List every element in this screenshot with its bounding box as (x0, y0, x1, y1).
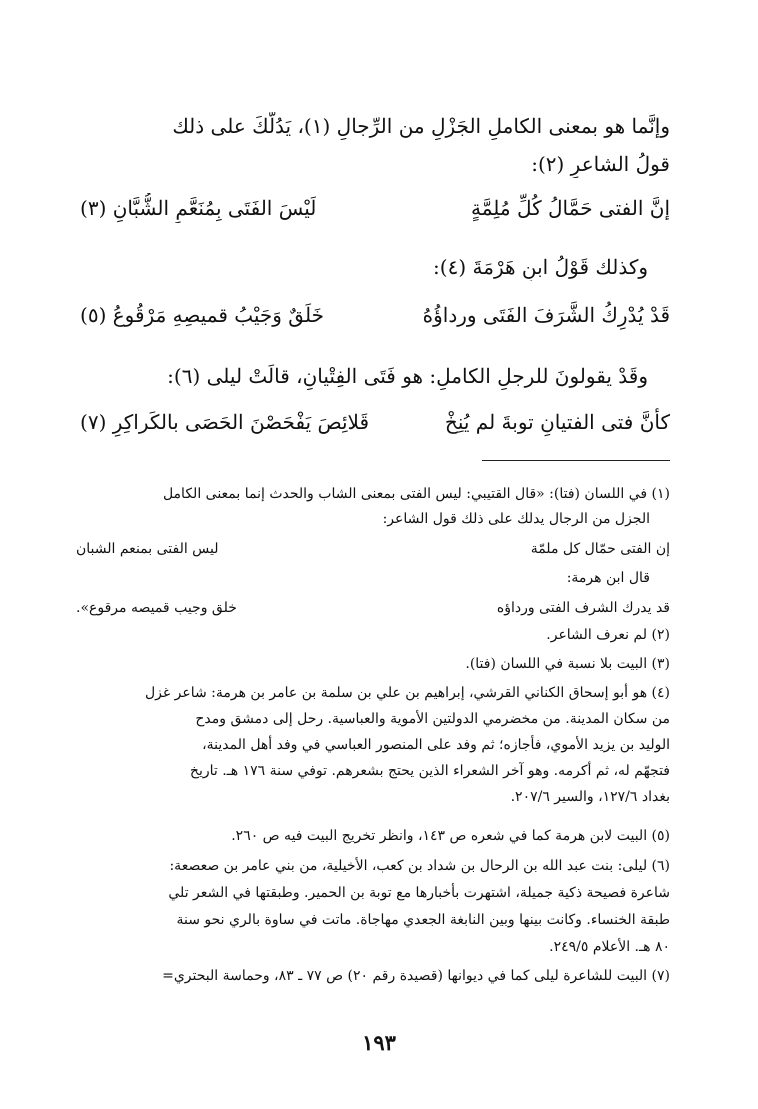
verse-2 (80, 300, 670, 330)
body-line-3: وكذلك قَوْلُ ابنِ هَرْمَةَ (٤): (433, 255, 648, 279)
footnote-1-verse-2-hemistich-1: قد يدرك الشرف الفتى ورداؤه (496, 600, 670, 616)
footnote-4-line-2: من سكان المدينة. من مخضرمي الدولتين الأموية والعباسية. رحل إلى دمشق ومدح (195, 711, 670, 727)
footnote-3: (٣) البيت بلا نسبة في اللسان (فتا). (465, 656, 670, 672)
footnote-1-verse-1 (76, 538, 670, 560)
footnote-6-line-4: ٨٠ هـ. الأعلام ٢٤٩/٥. (549, 939, 670, 955)
footnote-1-line-3: قال ابن هرمة: (566, 570, 650, 586)
footnote-separator (482, 460, 670, 461)
verse-1-hemistich-1: إنَّ الفتى حَمَّالُ كُلِّ مُلِمَّةٍ (471, 196, 670, 220)
footnote-6-line-1: (٦) ليلى: بنت عبد الله بن الرحال بن شداد بن كعب، الأخيلية، من بني عامر بن صعصعة: (169, 858, 670, 874)
body-line-4: وقَدْ يقولونَ للرجلِ الكاملِ: هو فَتَى الفِتْيانِ، قالَتْ ليلى (٦): (167, 364, 648, 388)
verse-3 (80, 407, 670, 437)
verse-1-hemistich-2: لَيْسَ الفَتَى بِمُنَعَّمِ الشُّبَّانِ (٣) (80, 196, 317, 220)
footnote-5: (٥) البيت لابن هرمة كما في شعره ص ١٤٣، وانظر تخريج البيت فيه ص ٢٦٠. (231, 828, 670, 844)
footnote-1-verse-2 (76, 597, 670, 619)
footnote-1-verse-1-hemistich-2: ليس الفتى بمنعم الشبان (76, 541, 219, 557)
footnote-1-line-2: الجزل من الرجال يدلك على ذلك قول الشاعر: (382, 511, 650, 527)
footnote-7: (٧) البيت للشاعرة ليلى كما في ديوانها (قصيدة رقم ٢٠) ص ٧٧ ـ ٨٣، وحماسة البحتري= (162, 968, 670, 984)
footnote-1-verse-1-hemistich-1: إن الفتى حمّال كل ملمّة (530, 541, 670, 557)
verse-3-hemistich-2: قَلائِصَ يَفْحَصْنَ الحَصَى بالكَراكِرِ (٧) (80, 410, 370, 434)
page-number: ١٩٣ (362, 1030, 396, 1055)
body-line-1: وإنَّما هو بمعنى الكاملِ الجَزْلِ من الرِّجالِ (١)، يَدُلُّكَ على ذلك (172, 114, 670, 138)
verse-2-hemistich-1: قَدْ يُدْرِكُ الشَّرَفَ الفَتَى ورداؤُهُ (422, 303, 670, 327)
footnote-4-line-4: فتجهّم له، ثم أكرمه. وهو آخر الشعراء الذين يحتج بشعرهم. توفي سنة ١٧٦ هـ. تاريخ (189, 763, 670, 779)
verse-3-hemistich-1: كأَنَّ فتى الفتيانِ توبةَ لم يُنِخْ (444, 410, 670, 434)
footnote-1-verse-2-hemistich-2: خلق وجيب قميصه مرقوع». (76, 600, 237, 616)
footnote-4-line-1: (٤) هو أبو إسحاق الكناني القرشي، إبراهيم بن علي بن سلمة بن عامر بن هرمة: شاعر غزل (144, 685, 670, 701)
body-line-2: قولُ الشاعرِ (٢): (531, 152, 670, 176)
verse-2-hemistich-2: خَلَقٌ وَجَيْبُ قميصِهِ مَرْقُوعُ (٥) (80, 303, 324, 327)
footnote-1-line-1: (١) في اللسان (فتا): «قال القتيبي: ليس الفتى بمعنى الشاب والحدث إنما بمعنى الكامل (162, 486, 670, 502)
footnote-6-line-2: شاعرة فصيحة ذكية جميلة، اشتهرت بأخبارها مع توبة بن الحمير. وطبقتها في الشعر تلي (168, 885, 670, 901)
footnote-2: (٢) لم نعرف الشاعر. (546, 627, 670, 643)
footnote-4-line-5: بغداد ١٢٧/٦، والسير ٢٠٧/٦. (510, 789, 670, 805)
footnote-4-line-3: الوليد بن يزيد الأموي، فأجازه؛ ثم وفد على المنصور العباسي في وفد أهل المدينة، (202, 737, 670, 753)
footnote-6-line-3: طبقة الخنساء. وكانت بينها وبين النابغة الجعدي مهاجاة. ماتت في ساوة بالري نحو سنة (176, 912, 670, 928)
verse-1 (80, 193, 670, 223)
